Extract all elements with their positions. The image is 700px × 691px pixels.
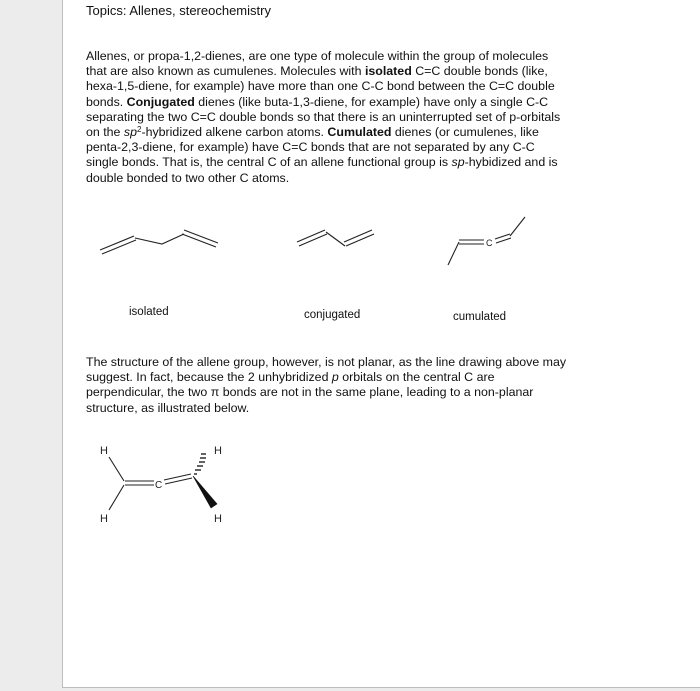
central-carbon-label: C — [486, 238, 493, 248]
isolated-diene-structure — [98, 222, 218, 262]
cumulated-label: cumulated — [453, 311, 507, 323]
topic-header: Topics: Allenes, stereochemistry — [86, 3, 271, 18]
cumulated-diene-structure — [447, 212, 527, 272]
conjugated-diene-structure — [295, 225, 375, 255]
hydrogen-top-left: H — [100, 445, 108, 457]
allene-central-carbon: C — [155, 480, 163, 491]
cumulated-term: Cumulated — [327, 125, 392, 140]
allene-structure-paragraph: The structure of the allene group, however, is not planar, as the line drawing above may suggest. In fact, because the 2 unhybridized p orbitals on the central C are perpendicular, the two π bonds are not in the same plane, leading to a non-planar structure, as illustrated below. — [86, 355, 567, 415]
hydrogen-top-right: H — [214, 445, 222, 457]
allene-wedge-bond — [191, 474, 221, 514]
intro-paragraph: Allenes, or propa-1,2-dienes, are one type of molecule within the group of molecules that are also known as cumulenes. Molecules with isolated C=C double bonds (like, hexa-1,5-diene, for example) have more than one C-C bond between the C=C double bonds. Conjugated dienes (like buta-1,3-diene, for example) have only a single C-C separating the two C=C double bonds so that there is an uninterrupted set of p-orbitals on the $sp^2$-hybridized alkene carbon atoms. Cumulated dienes (or cumulenes, like penta-2,3-diene, for example) have C=C bonds that are not separated by any C-C single bonds. That is, the central C of an allene functional group is sp-hybidized and is double bonded to two other C atoms. — [86, 49, 561, 185]
conjugated-label: conjugated — [304, 309, 361, 321]
document-page — [62, 0, 700, 688]
isolated-label: isolated — [129, 306, 169, 318]
isolated-term: isolated — [364, 64, 412, 79]
pi-symbol: π — [210, 385, 220, 400]
hydrogen-bottom-right: H — [214, 513, 222, 525]
hydrogen-bottom-left: H — [100, 513, 108, 525]
conjugated-term: Conjugated — [126, 94, 195, 109]
